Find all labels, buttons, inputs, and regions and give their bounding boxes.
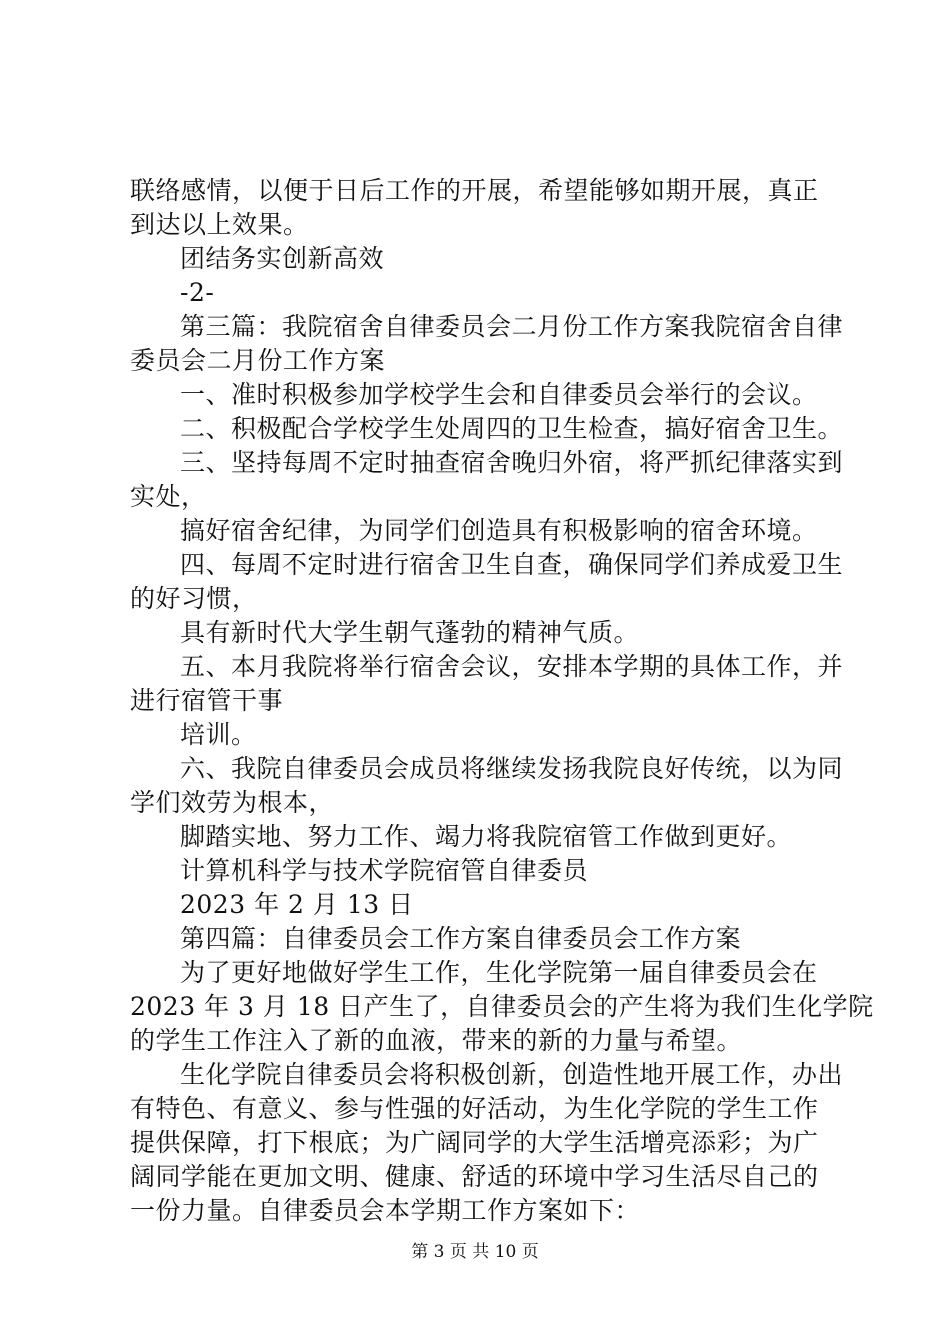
text-line: 阔同学能在更加文明、健康、舒适的环境中学习生活尽自己的 xyxy=(130,1162,819,1191)
text-line: 的好习惯， xyxy=(130,584,258,613)
page-footer: 第 3 页 共 10 页 xyxy=(411,1242,539,1262)
text-line: 为了更好地做好学生工作，生化学院第一届自律委员会在 xyxy=(180,958,818,987)
text-line: 生化学院自律委员会将积极创新，创造性地开展工作，办出 xyxy=(180,1060,844,1089)
text-line: 2023 年 3 月 18 日产生了，自律委员会的产生将为我们生化学院 xyxy=(130,992,874,1021)
text-line: 实处， xyxy=(130,482,207,511)
page-marker: -2- xyxy=(180,278,215,307)
text-line: 一、准时积极参加学校学生会和自律委员会举行的会议。 xyxy=(180,380,818,409)
text-line: 五、本月我院将举行宿舍会议，安排本学期的具体工作，并 xyxy=(180,652,844,681)
text-line: 脚踏实地、努力工作、竭力将我院宿管工作做到更好。 xyxy=(180,822,793,851)
text-line: 提供保障，打下根底；为广阔同学的大学生活增亮添彩；为广 xyxy=(130,1128,819,1157)
text-line: 有特色、有意义、参与性强的好活动，为生化学院的学生工作 xyxy=(130,1094,819,1123)
text-line: 学们效劳为根本， xyxy=(130,788,335,817)
text-line: 团结务实创新高效 xyxy=(180,244,385,273)
text-line: 六、我院自律委员会成员将继续发扬我院良好传统，以为同 xyxy=(180,754,844,783)
text-line: 联络感情，以便于日后工作的开展，希望能够如期开展，真正 xyxy=(130,176,819,205)
text-line: 四、每周不定时进行宿舍卫生自查，确保同学们养成爱卫生 xyxy=(180,550,844,579)
text-line: 三、坚持每周不定时抽查宿舍晚归外宿，将严抓纪律落实到 xyxy=(180,448,844,477)
signature-line: 计算机科学与技术学院宿管自律委员 xyxy=(180,856,589,885)
text-line: 搞好宿舍纪律，为同学们创造具有积极影响的宿舍环境。 xyxy=(180,516,818,545)
text-line: 培训。 xyxy=(180,720,257,749)
text-line: 具有新时代大学生朝气蓬勃的精神气质。 xyxy=(180,618,640,647)
text-line: 二、积极配合学校学生处周四的卫生检查，搞好宿舍卫生。 xyxy=(180,414,844,443)
section-heading: 第三篇：我院宿舍自律委员会二月份工作方案我院宿舍自律 xyxy=(180,312,844,341)
section-heading: 委员会二月份工作方案 xyxy=(130,346,386,375)
text-line: 一份力量。自律委员会本学期工作方案如下： xyxy=(130,1196,641,1225)
date-line: 2023 年 2 月 13 日 xyxy=(180,890,414,919)
section-heading: 第四篇：自律委员会工作方案自律委员会工作方案 xyxy=(180,924,742,953)
text-line: 到达以上效果。 xyxy=(130,210,309,239)
text-line: 进行宿管干事 xyxy=(130,686,284,715)
text-line: 的学生工作注入了新的血液，带来的新的力量与希望。 xyxy=(130,1026,743,1055)
